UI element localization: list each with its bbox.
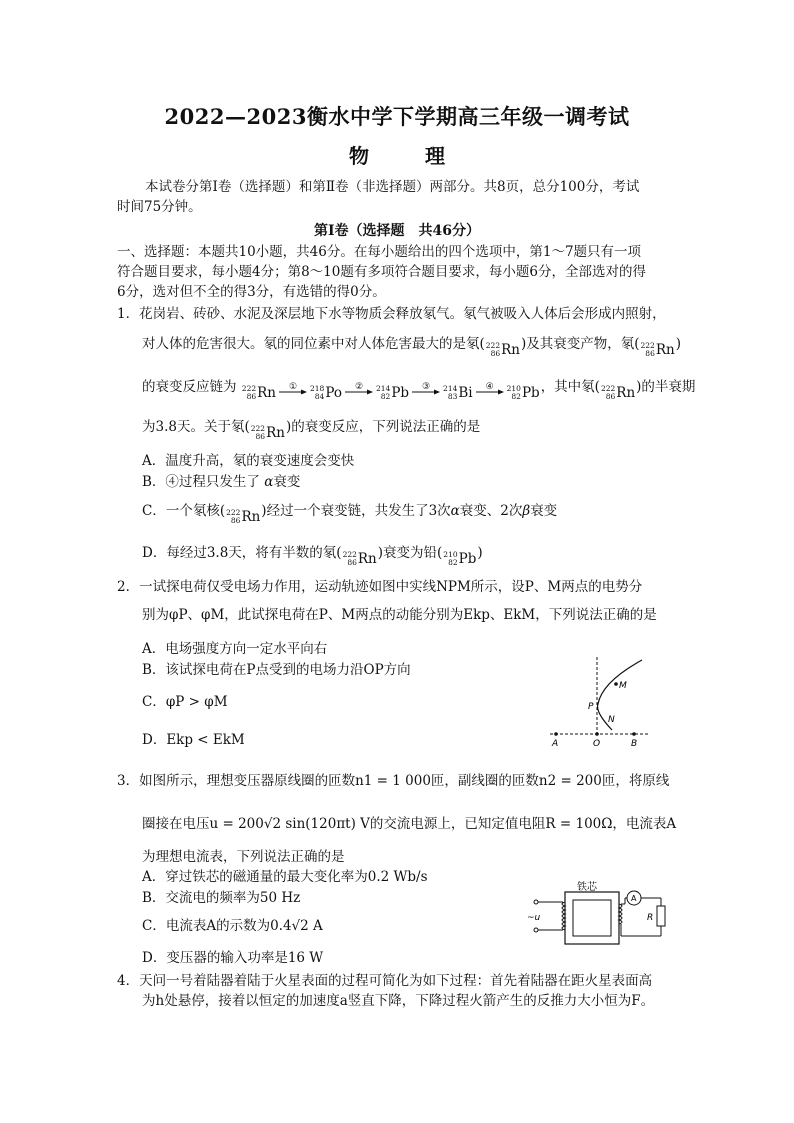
q3-core-label: 铁芯: [577, 882, 597, 893]
q1-option-d: D．每经过3.8天，将有半数的氡( 222 86 Rn )衰变为铅( 210 82 Pb ): [142, 545, 483, 567]
nuclide-po: 218 84 Po: [309, 384, 342, 401]
intro-line-1: 本试卷分第Ⅰ卷（选择题）和第Ⅱ卷（非选择题）两部分。共8页，总分100分，考试: [145, 179, 640, 195]
q3-resistor-label: R: [647, 913, 654, 923]
q2-label-a: A: [552, 739, 559, 749]
nuclide-rn: 222 86 Rn: [640, 341, 675, 358]
q2-option-d: D．Ekp < EkM: [142, 732, 245, 748]
q3-source-label: ~u: [527, 913, 541, 923]
q1-option-a: A．温度升高，氡的衰变速度会变快: [142, 453, 355, 469]
q2-line-1: 2．一试探电荷仅受电场力作用，运动轨迹如图中实线NPM所示，设P、M两点的电势分: [117, 579, 643, 595]
exam-title: 2022—2023衡水中学下学期高三年级一调考试: [164, 104, 630, 129]
instructions-line-1: 一、选择题：本题共10小题，共46分。在每小题给出的四个选项中，第1～7题只有一项: [117, 244, 642, 260]
decay-arrow-4: ④: [476, 381, 504, 395]
decay-arrow-1: ①: [279, 381, 307, 395]
intro-line-2: 时间75分钟。: [117, 199, 202, 215]
q2-option-a: A．电场强度方向一定水平向右: [142, 641, 328, 657]
nuclide-pb210: 210 82 Pb: [443, 550, 477, 567]
q3-ammeter-label: A: [631, 894, 637, 903]
q2-label-n: N: [608, 715, 615, 725]
section-title: 第Ⅰ卷（选择题 共46分）: [313, 223, 481, 239]
q3-line-2: 圈接在电压u = 200√2 sin(120πt) V的交流电源上，已知定值电阻R = 100Ω，电流表A: [142, 816, 677, 832]
q1-line-3: 的衰变反应链为 222 86 Rn ① 218 84 Po ② 214 82 Pb ③ 214 83 Bi ④ 210 82 Pb ，其中氡( 222 86 Rn )的半衰期: [142, 379, 696, 401]
nuclide-pb: 214 82 Pb: [375, 384, 410, 401]
q3-option-c: C．电流表A的示数为0.4√2 A: [142, 918, 323, 934]
nuclide-rn: 222 86 Rn: [485, 341, 520, 358]
instructions-line-2: 符合题目要求，每小题4分；第8～10题有多项符合题目要求，每小题6分，全部选对的得: [117, 264, 646, 280]
q3-option-b: B．交流电的频率为50 Hz: [142, 890, 301, 906]
q1-option-b: B．④过程只发生了 α衰变: [142, 474, 301, 490]
subject-title: 物 理: [349, 144, 463, 168]
q2-point-b: [632, 732, 636, 736]
nuclide-rn: 222 86 Rn: [600, 384, 636, 401]
q2-option-b: B．该试探电荷在P点受到的电场力沿OP方向: [142, 662, 411, 678]
q3-option-d: D．变压器的输入功率是16 W: [142, 950, 324, 966]
decay-arrow-3: ③: [412, 381, 440, 395]
q2-option-c: C．φP > φM: [142, 694, 228, 710]
q2-label-m: M: [619, 681, 627, 691]
nuclide-bi: 214 83 Bi: [443, 384, 473, 401]
nuclide-pb210: 210 82 Pb: [506, 384, 540, 401]
q2-trajectory: [598, 660, 642, 730]
nuclide-rn: 222 86 Rn: [342, 550, 377, 567]
q3-line-3: 为理想电流表，下列说法正确的是: [142, 849, 345, 865]
q1-line-1: 1．花岗岩、砖砂、水泥及深层地下水等物质会释放氡气。氡气被吸入人体后会形成内照射，: [117, 306, 666, 322]
q3-figure: [527, 880, 677, 952]
q2-point-m: [614, 682, 618, 686]
q3-resistor: [657, 906, 665, 926]
q4-line-2: 为h处悬停，接着以恒定的加速度a竖直下降，下降过程火箭产生的反推力大小恒为F。: [142, 993, 655, 1009]
q2-label-o: O: [593, 739, 601, 749]
q2-point-o: [595, 732, 599, 736]
q3-line-1: 3．如图所示，理想变压器原线圈的匝数n1 = 1 000匝，副线圈的匝数n2 = 200匝，将原线: [117, 773, 670, 789]
q2-figure: [540, 652, 660, 752]
q1-line-2b: )及其衰变产物，氡(: [520, 336, 640, 352]
decay-arrow-2: ②: [345, 381, 373, 395]
q4-line-1: 4．天问一号着陆器着陆于火星表面的过程可简化为如下过程：首先着陆器在距火星表面高: [117, 973, 653, 989]
nuclide-rn: 222 86 Rn: [226, 508, 261, 525]
q1-line-4: 为3.8天。关于氡( 222 86 Rn )的衰变反应，下列说法正确的是: [142, 419, 481, 441]
nuclide-rn: 222 86 Rn: [250, 424, 285, 441]
instructions-line-3: 6分，选对但不全的得3分，有选错的得0分。: [117, 284, 386, 300]
q2-label-b: B: [631, 739, 638, 749]
q3-option-a: A．穿过铁芯的磁通量的最大变化率为0.2 Wb/s: [142, 869, 428, 885]
q2-line-2: 别为φP、φM，此试探电荷在P、M两点的动能分别为Ekp、EkM，下列说法正确的是: [142, 607, 657, 623]
q1-option-c: C．一个氡核( 222 86 Rn )经过一个衰变链，共发生了3次α衰变、2次β衰变: [142, 503, 558, 525]
q1-line-2: 对人体的危害很大。氡的同位素中对人体危害最大的是氡( 222 86 Rn )及其衰变产物，氡( 222 86 Rn ): [142, 336, 681, 358]
nuclide-rn: 222 86 Rn: [241, 384, 276, 401]
q2-point-a: [554, 732, 558, 736]
q2-label-p: P: [588, 702, 594, 712]
q1-line-2a: 对人体的危害很大。氡的同位素中对人体危害最大的是氡(: [142, 336, 485, 352]
